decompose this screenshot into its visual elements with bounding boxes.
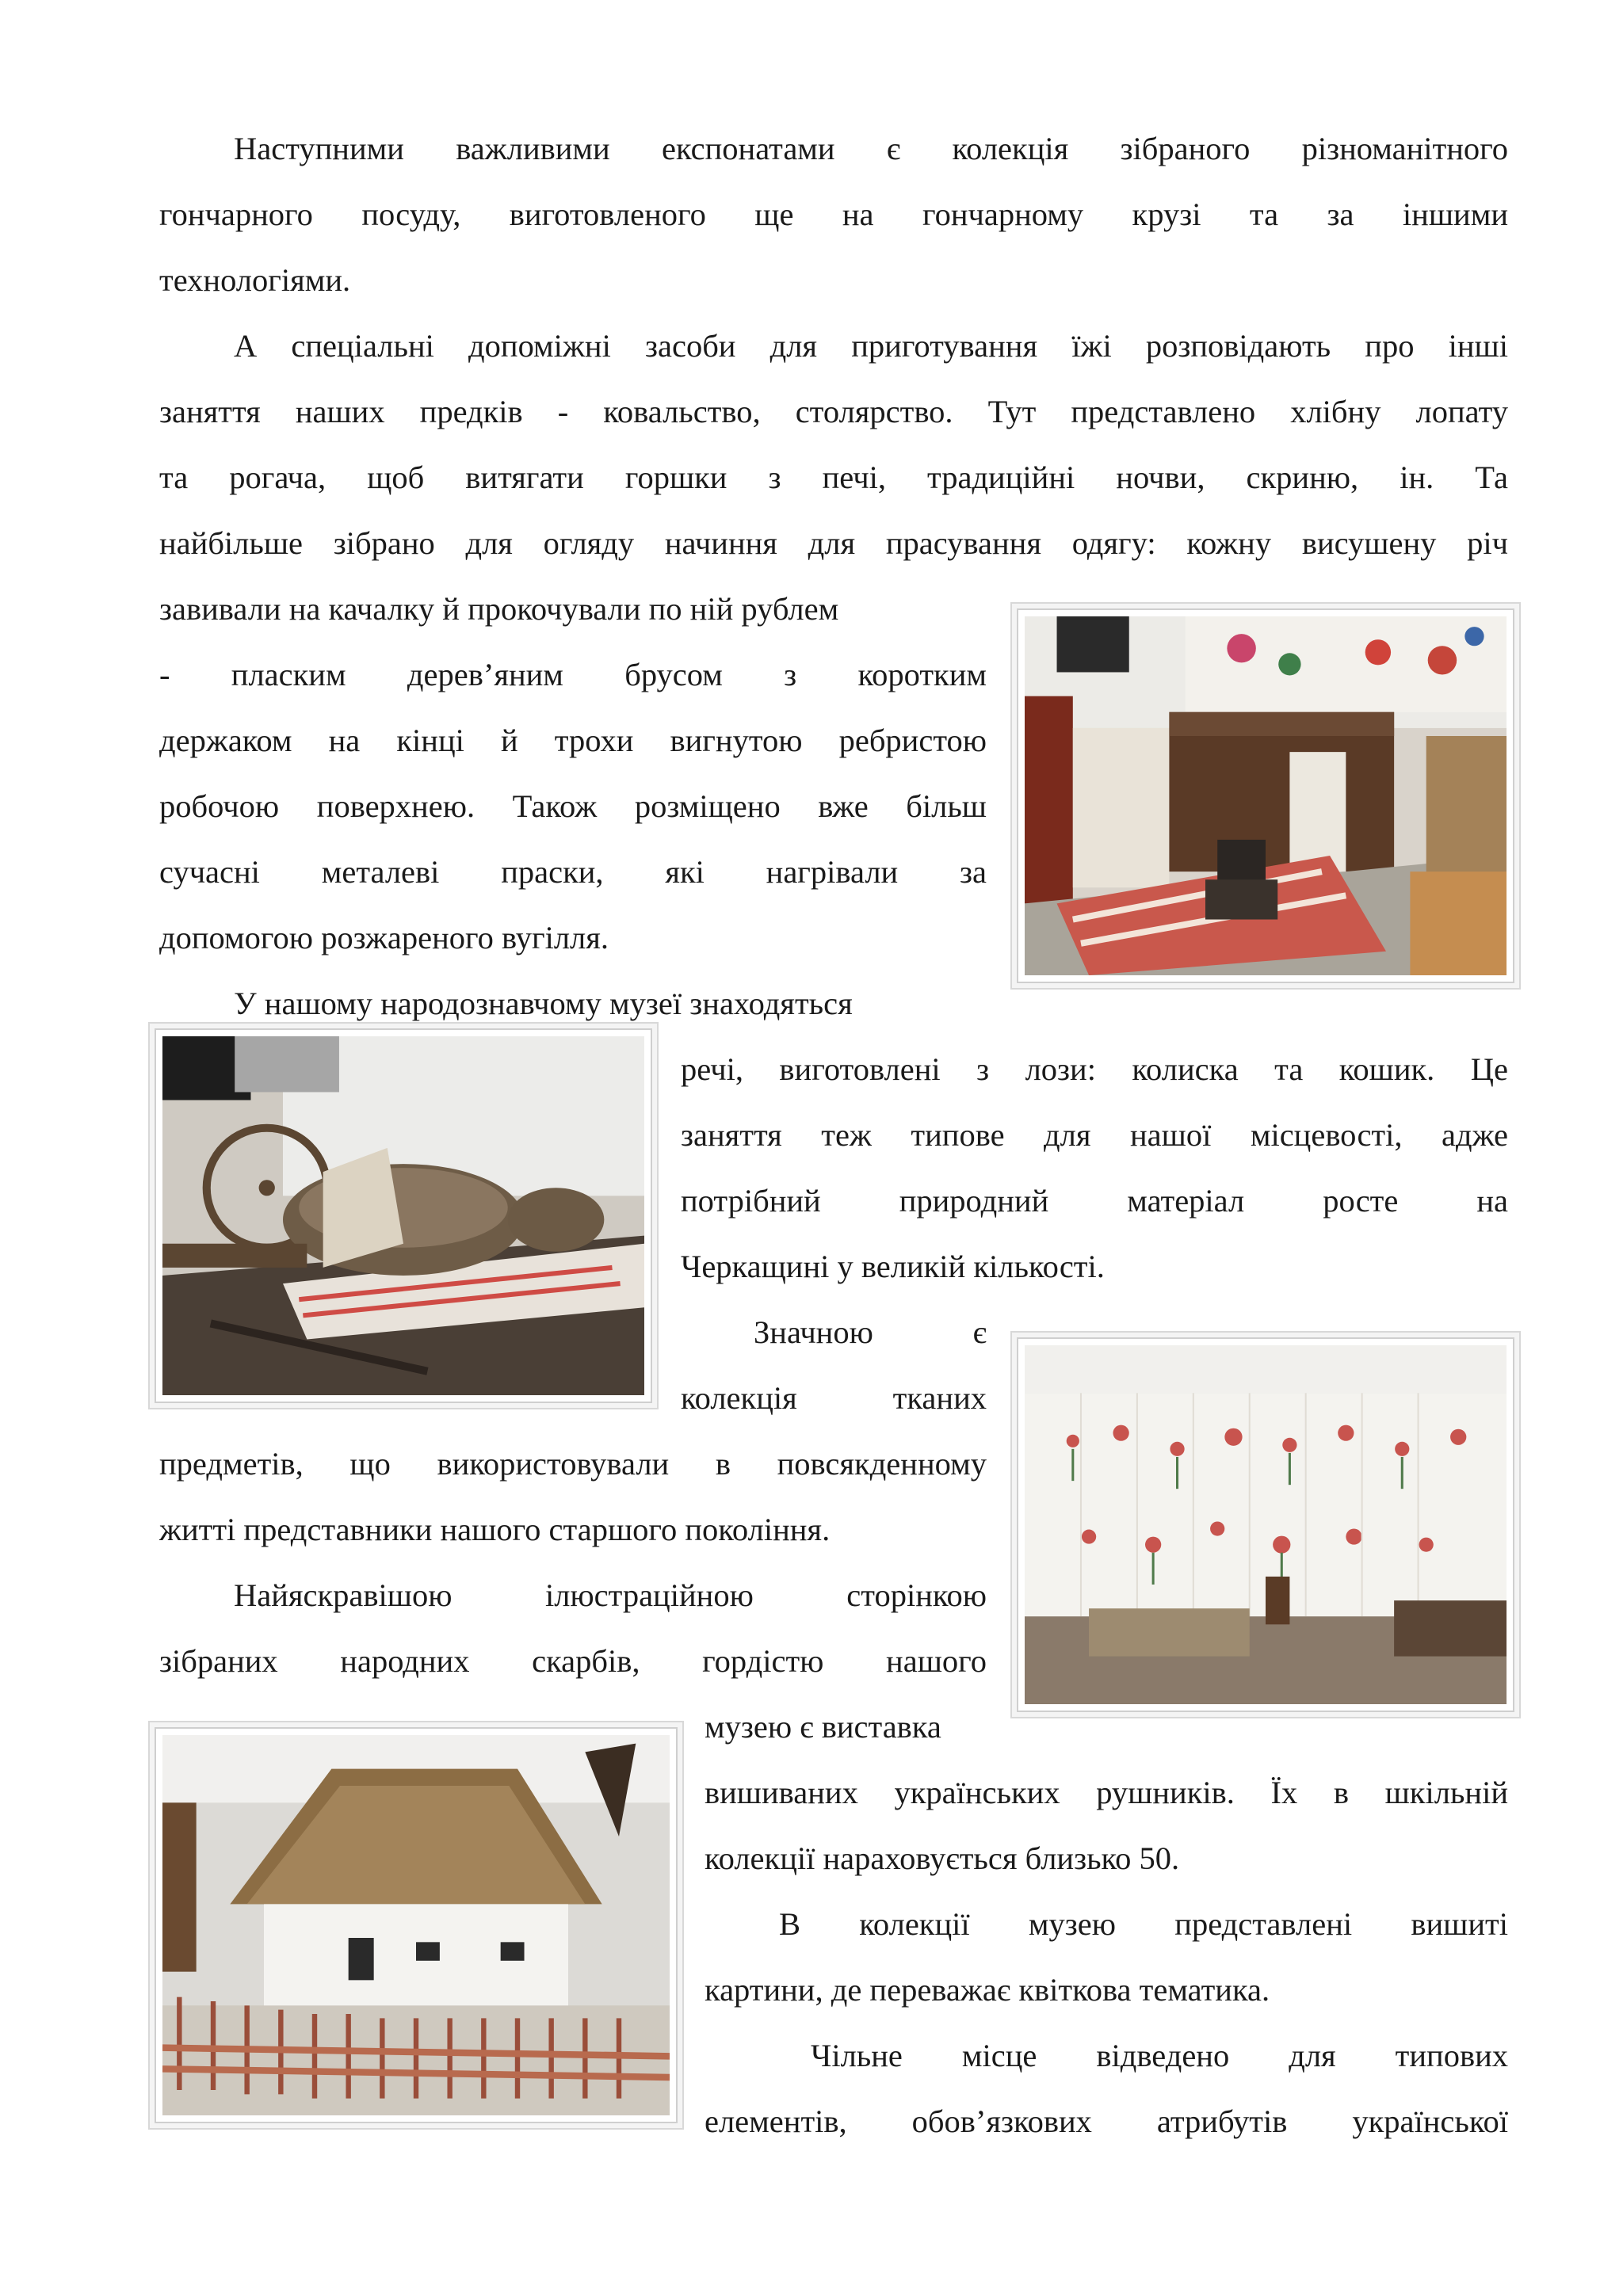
text-line: найбільше зібрано для огляду начиння для прасування одягу: кожну висушену річ <box>159 525 1508 561</box>
embroidered-towels-photo <box>1017 1337 1514 1712</box>
text-line: сучасні металеві праски, які нагрівали за <box>159 854 987 890</box>
text-line: Значною є <box>754 1314 987 1350</box>
text-line: завивали на качалку й прокочували по ній рублем <box>159 591 839 627</box>
text-line: колекція тканих <box>681 1380 987 1416</box>
text-line: музею є виставка <box>705 1709 941 1745</box>
text-line: заняття теж типове для нашої місцевості, адже <box>681 1117 1508 1153</box>
text-line: А спеціальні допоміжні засоби для приготування їжі розповідають про інші <box>234 328 1508 364</box>
text-line: Найяскравішою ілюстраційною сторінкою <box>234 1577 987 1613</box>
text-line: робочою поверхнею. Також розміщено вже більш <box>159 788 987 824</box>
text-line: вишиваних українських рушників. Їх в шкільній <box>705 1775 1508 1810</box>
text-line: технологіями. <box>159 262 351 298</box>
text-line: Черкащині у великій кількості. <box>681 1249 1105 1284</box>
paragraph-wicker <box>234 971 987 1036</box>
paragraph-pictures <box>705 1891 1508 2023</box>
embroidered-towels-image <box>1025 1345 1507 1704</box>
text-line: предметів, що використовували в повсякденному <box>159 1446 987 1482</box>
text-line: зібраних народних скарбів, гордістю нашого <box>159 1643 987 1679</box>
paragraph-tools-cont <box>159 576 987 971</box>
thatched-hut-model-image <box>162 1735 670 2115</box>
text-line: потрібний природний матеріал росте на <box>681 1183 1508 1219</box>
museum-chest-irons-photo <box>1017 608 1514 983</box>
text-line: Чільне місце відведено для типових <box>811 2038 1508 2073</box>
text-line: та рогача, щоб витягати горшки з печі, традиційні ночви, скриню, ін. Та <box>159 460 1508 495</box>
text-line: У нашому народознавчому музеї знаходяться <box>234 986 853 1021</box>
paragraph-textiles-cont <box>159 1431 987 1562</box>
text-line: допомогою розжареного вугілля. <box>159 920 609 955</box>
text-line: держаком на кінці й трохи вигнутою ребристою <box>159 723 987 758</box>
thatched-hut-model-photo <box>155 1727 678 2123</box>
text-line: колекції нараховується близько 50. <box>705 1840 1180 1876</box>
paragraph-textiles <box>681 1299 987 1431</box>
text-line: речі, виготовлені з лози: колиска та кошик. Це <box>681 1051 1508 1087</box>
text-line: - пласким дерев’яним брусом з коротким <box>159 657 987 692</box>
text-line: житті представники нашого старшого покоління. <box>159 1512 831 1547</box>
paragraph-pottery <box>159 116 1508 313</box>
paragraph-towels <box>159 1562 987 1694</box>
paragraph-tools <box>159 313 1508 576</box>
paragraph-towels-cont <box>705 1694 1508 1891</box>
paragraph-attributes <box>705 2023 1508 2154</box>
text-line: гончарного посуду, виготовленого ще на гончарному крузі та за іншими <box>159 196 1508 232</box>
text-line: Наступними важливими експонатами є колекція зібраного різноманітного <box>234 131 1508 166</box>
text-line: картини, де переважає квіткова тематика. <box>705 1972 1270 2008</box>
text-line: елементів, обов’язкових атрибутів української <box>705 2103 1508 2139</box>
museum-chest-irons-image <box>1025 616 1507 975</box>
paragraph-wicker-cont <box>681 1036 1508 1299</box>
wicker-cradle-basket-photo <box>155 1028 652 1403</box>
text-line: заняття наших предків - ковальство, столярство. Тут представлено хлібну лопату <box>159 394 1508 429</box>
text-line: В колекції музею представлені вишиті <box>779 1906 1508 1942</box>
wicker-cradle-basket-image <box>162 1036 644 1395</box>
